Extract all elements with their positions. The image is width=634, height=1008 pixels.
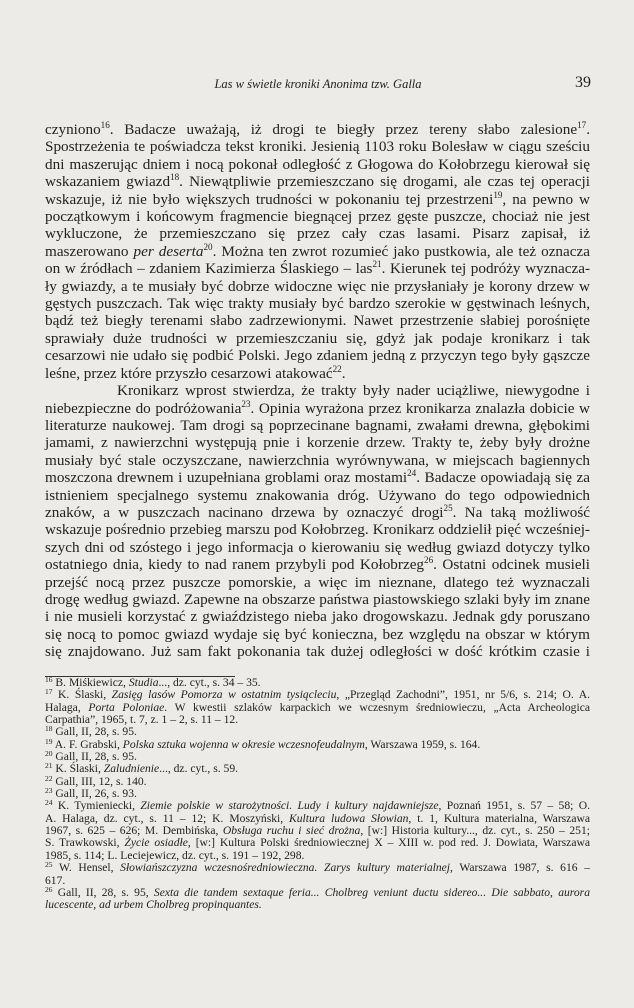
text-run: . Ostatni odcinek musieli — [433, 556, 591, 574]
body-line — [45, 626, 590, 643]
body-line — [45, 591, 590, 608]
footnote-reference: 18 — [170, 172, 180, 183]
text-run: S. Trawkowski, — [45, 836, 125, 850]
text-run: Gall, II, 28, s. 95. — [52, 750, 137, 764]
italic-text: Kultura ludowa Słowian — [289, 811, 409, 825]
body-line — [45, 191, 590, 208]
footnote-reference: 19 — [493, 189, 503, 200]
body-line — [45, 539, 590, 556]
italic-text: lucescente, ad urbem Cholbreg propinquantes. — [45, 898, 262, 912]
footnote-reference: 26 — [424, 555, 434, 566]
text-run: moszczona drewnem i uzupełniana groblami oraz mostami — [45, 469, 408, 487]
footnote-reference: 21 — [372, 259, 382, 270]
footnote-reference: 25 — [443, 503, 453, 514]
italic-text: Obsługa ruchu i sieć drożna — [222, 824, 361, 838]
text-run: ły gwiazdy, a te musiały być dobrze widoczne więc nie przysłaniały je korony drzew w — [45, 277, 590, 295]
text-run: 1967, s. 625 – 626; M. Dembińska, — [45, 824, 223, 838]
text-run: istnieniem specjalnego systemu znakowania dróg. Używano do tego odpowiednich — [45, 486, 590, 504]
text-run: , [w:] Historia kultury..., dz. cyt., s. 250 – 251; — [360, 824, 590, 838]
body-line — [45, 434, 590, 451]
text-run: Carpathia”, 1965, t. 7, z. 1 – 2, s. 11 – 12. — [45, 713, 239, 727]
body-line — [45, 173, 590, 190]
text-run: się znajdowano. Już sam fakt pokonania tak dużej odległości w dość krótkim czasie i — [45, 643, 590, 661]
body-line — [45, 487, 590, 504]
footnote-reference: 16 — [45, 675, 53, 685]
text-run: Spostrzeżenia te poświadcza tekst kroniki. Jesienią 1103 roku Bolesław w ciągu sześciu — [45, 138, 590, 156]
footnotes — [45, 677, 590, 912]
text-run: niebezpieczne do podróżowania — [45, 399, 242, 417]
running-header — [45, 74, 591, 94]
text-run: Gall, II, 28, s. 95, — [52, 885, 154, 899]
body-line — [45, 260, 590, 277]
text-run: ..., dz. cyt., s. 59. — [159, 762, 239, 776]
running-title: Las w świetle kroniki Anonima tzw. Galla — [214, 77, 422, 91]
text-run: znaków, a w puszczach nacinano drzewa by oznaczyć drogi — [45, 503, 444, 521]
body-line — [45, 330, 590, 347]
text-run: wskazuje, iż nie było większych trudności w pokonaniu tej przestrzeni — [45, 190, 494, 208]
text-run: , Poznań 1951, s. 57 – 58; O. — [438, 799, 590, 813]
footnote-reference: 22 — [332, 363, 342, 374]
body-line — [45, 452, 590, 469]
text-run: B. Miśkiewicz, — [52, 676, 129, 689]
italic-text: Porta Poloniae — [88, 700, 165, 714]
text-run: wskazaniem gwiazd — [45, 173, 171, 191]
text-run: przejść nocą przez puszcze pomorskie, a więc im nieznane, dlatego też wyznaczali — [45, 573, 590, 591]
footnote-reference: 21 — [45, 761, 53, 771]
body-line — [45, 608, 590, 625]
text-run: . W kwestii szlaków karpackich we wczesnym średniowieczu, „Acta Archeologica — [164, 700, 590, 714]
text-run: gęstych puszczach. Tak więc trakty musiały być bardzo szerokie w gęstwinach leśnych, — [45, 295, 590, 313]
text-run: 617. — [45, 873, 66, 887]
footnote-reference: 17 — [45, 687, 53, 697]
text-run: początkowym i końcowym fragmencie biegnącej przez gęste puszcze, chociaż nie jest — [45, 208, 590, 226]
footnote-reference: 19 — [45, 736, 53, 746]
italic-text: Życie osiadłe — [124, 836, 188, 850]
footnote-reference: 23 — [45, 786, 53, 796]
body-line — [45, 312, 590, 329]
text-run: 1985, s. 114; L. Leciejewicz, dz. cyt., s. 191 – 192, 298. — [45, 848, 305, 862]
italic-text: Zasięg lasów Pomorza w ostatnim tysiącleciu — [111, 688, 337, 702]
footnote-reference: 24 — [407, 468, 417, 479]
text-run: Kronikarz wprost stwierdza, że trakty były nader uciążliwe, niewygodne i — [117, 382, 590, 400]
text-run: ostatniego dnia, kiedy to nad ranem przybyli pod Kołobrzeg — [45, 556, 425, 574]
text-run: , Warszawa 1987, s. 616 – — [450, 861, 590, 875]
body-line — [45, 121, 590, 138]
text-run: ..., dz. cyt., s. 34 – 35. — [158, 676, 261, 689]
text-run: . Na taką możliwość — [452, 503, 590, 521]
text-run: K. Ślaski, — [52, 688, 112, 702]
italic-text: Zaludnienie — [103, 762, 160, 776]
text-run: wykluczone, że przemieszczano się przez cały czas lasami. Pisarz zapisał, iż — [45, 225, 590, 243]
body-line — [45, 521, 590, 538]
italic-text: Polska sztuka wojenna w okresie wczesnofeudalnym — [122, 737, 365, 751]
text-run: Gall, III, 12, s. 140. — [52, 774, 147, 788]
text-run: K. Ślaski, — [52, 762, 104, 776]
body-line — [45, 225, 590, 242]
body-line — [45, 417, 590, 434]
text-run: leśne, przez które przyszło cesarzowi atakować — [45, 364, 333, 382]
text-run: literaturze naukowej. Tam drogi są poprzecinane bagnami, zwałami drewna, głębokimi — [45, 416, 590, 434]
body-line — [45, 243, 590, 260]
body-line — [45, 365, 590, 382]
text-run: W. Hensel, — [52, 861, 121, 875]
body-line — [45, 400, 590, 417]
body-line — [45, 469, 590, 486]
body-line — [45, 574, 590, 591]
body-line — [45, 504, 590, 521]
text-run: bądź też biegły terenami słabo zadrzewionymi. Nawet przestrzenie słabiej porośnięte — [45, 312, 590, 330]
text-run: Gall, II, 28, s. 95. — [52, 725, 137, 739]
body-line — [45, 278, 590, 295]
text-run: i nie musieli korzystać z gwiaździstego nieba jako drogowskazu. Jednak gdy poruszano — [45, 608, 590, 626]
italic-text: per deserta — [133, 242, 204, 260]
text-run: . — [586, 121, 590, 138]
text-run: jamami, z nawierzchni występują pnie i korzenie drzew. Trakty te, żeby były drożne — [45, 434, 590, 452]
body-line — [45, 138, 590, 155]
italic-text: Ziemie polskie w starożytności. Ludy i kultury najdawniejsze — [140, 799, 439, 813]
footnote-reference: 16 — [100, 120, 110, 131]
text-run: dni maszerując dniem i nocą pokonał odległość z Głogowa do Kołobrzegu kierował się — [45, 155, 590, 173]
text-run: , Warszawa 1959, s. 164. — [364, 737, 481, 751]
footnote-reference: 18 — [45, 724, 53, 734]
text-run: musiały być stale oczyszczane, nawierzchnia wyrównywana, w miejscach bagiennych — [45, 451, 590, 469]
text-run: A. Halaga, dz. cyt., s. 11 – 12; K. Moszyński, — [45, 811, 290, 825]
text-run: Gall, II, 26, s. 93. — [52, 787, 137, 801]
body-line — [45, 556, 590, 573]
text-run: . Można ten zwrot rozumieć jako pustkowia, ale też oznacza — [212, 242, 590, 260]
text-run: , [w:] Kultura Polski średniowiecznej X – XIII w. pod red. J. Dowiata, Warszawa — [187, 836, 590, 850]
text-run: szych dni od szóstego i jego informacja o kierowaniu się według gwiazd dotyczy tylko — [45, 538, 590, 556]
footnote-line — [45, 899, 590, 911]
text-run: . Kierunek tej podróży wyznacza- — [381, 260, 591, 278]
text-run: K. Tymieniecki, — [52, 799, 141, 813]
italic-text: Studia — [128, 676, 159, 689]
footnote-reference: 22 — [45, 773, 53, 783]
text-run: cesarzowi nie udało się podbić Polski. Jego zdaniem jedną z przyczyn tego były gąszcze — [45, 347, 590, 365]
text-run: . Badacze uważają, iż drogi te biegły przez tereny słabo zalesione — [109, 121, 578, 138]
italic-text: Sexta die tandem sextaque feria... Cholbreg veniunt ductu sidereo... Die sabbato, aurora — [153, 885, 590, 899]
text-run: , „Przegląd Zachodni”, 1951, nr 5/6, s. 214; O. A. — [336, 688, 590, 702]
body-text — [45, 121, 590, 661]
footnote-reference: 23 — [241, 398, 251, 409]
footnote-reference: 20 — [45, 749, 53, 759]
text-run: drogę według gwiazd. Zapewne na obszarze państwa piastowskiego szlaki były im znane — [45, 590, 590, 608]
footnote-reference: 26 — [45, 885, 53, 895]
text-run: A. F. Grabski, — [52, 737, 123, 751]
italic-text: Słowiańszczyzna wczesnośredniowieczna. Zarys kultury materialnej — [120, 861, 451, 875]
body-line — [45, 347, 590, 364]
text-run: , na pewno w — [502, 190, 591, 208]
footnote-reference: 17 — [577, 120, 587, 131]
body-line — [45, 295, 590, 312]
text-run: sprawiały duże trudności w przemieszczaniu się, gdyż jak podaje kronikarz i tak — [45, 329, 590, 347]
page-number: 39 — [575, 74, 591, 91]
text-run: maszerowano — [45, 242, 134, 260]
body-line — [45, 382, 590, 399]
footnote-reference: 25 — [45, 860, 53, 870]
body-line — [45, 156, 590, 173]
text-run: on w źródłach – zdaniem Kazimierza Ślaskiego – las — [45, 260, 373, 278]
text-run: . Opinia wyrażona przez kronikarza znalazła dobicie w — [250, 399, 590, 417]
text-run: . — [341, 364, 346, 382]
footnote-line — [45, 862, 590, 874]
text-run: , t. 1, Kultura materialna, Warszawa — [408, 811, 590, 825]
text-run: się nocą to pomoc gwiazd wydaje się być konieczna, bez względu na obszar w którym — [45, 625, 590, 643]
text-run: Halaga, — [45, 700, 89, 714]
text-run: . Badacze opowiadają się za — [416, 469, 590, 487]
text-run: . Niewątpliwie przemieszczano się drogami, ale czas tej operacji — [179, 173, 590, 191]
body-line — [45, 208, 590, 225]
text-run: czyniono — [45, 121, 101, 138]
text-run: wskazuje pośrednio przebieg marszu pod Kołobrzeg. Kronikarz oddzielił pięć wcześniej- — [45, 521, 590, 539]
body-line — [45, 643, 590, 660]
footnote-reference: 20 — [203, 241, 213, 252]
footnote-reference: 24 — [45, 798, 53, 808]
